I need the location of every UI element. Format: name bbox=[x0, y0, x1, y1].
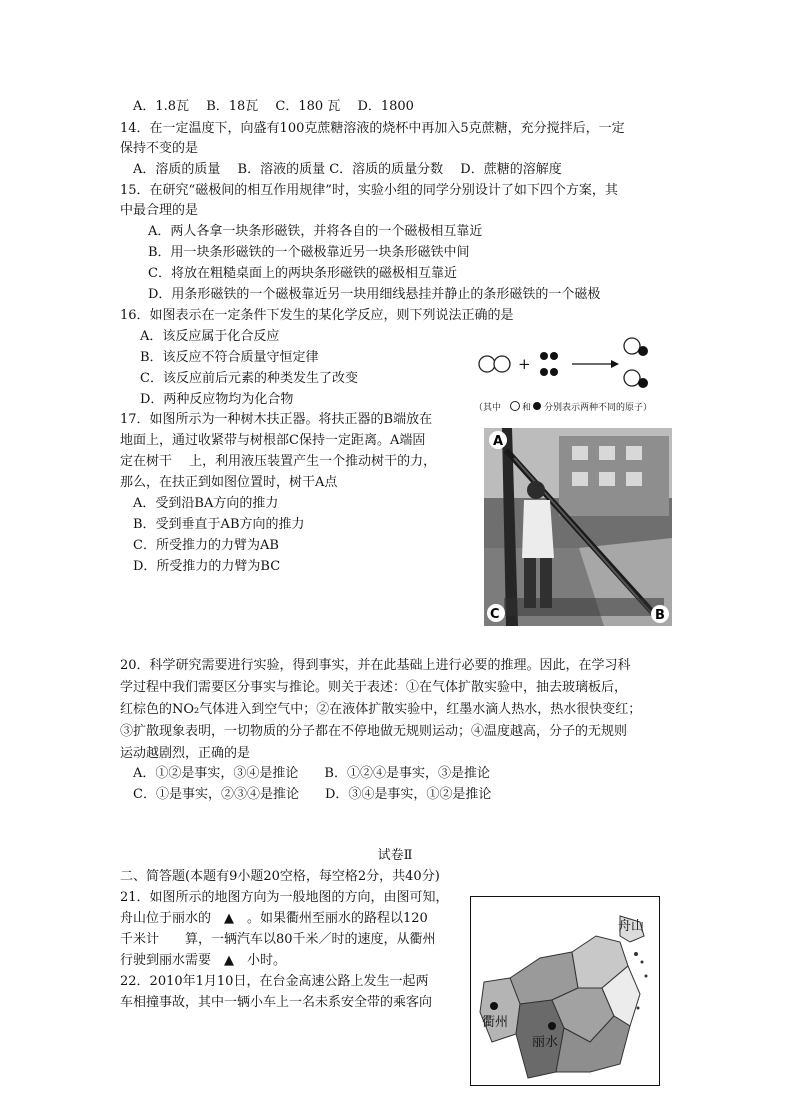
q20-line5: 运动越剧烈，正确的是 bbox=[120, 746, 251, 761]
q20-options-ab: A．①②是事实，③④是推论 B．①②④是事实，③是推论 bbox=[133, 766, 490, 781]
reactant-black-molecules bbox=[540, 352, 558, 376]
reaction-arrow bbox=[572, 360, 619, 368]
lishui-dot bbox=[548, 1022, 556, 1030]
q20-line2: 学过程中我们需要区分事实与推论。则关于表述：①在气体扩散实验中，抽去玻璃板后， bbox=[120, 680, 628, 695]
q15-option-c: C．将放在粗糙桌面上的两块条形磁铁的磁极相互靠近 bbox=[148, 266, 457, 281]
label-b: B bbox=[655, 608, 665, 623]
q22-line2: 车相撞事故，其中一辆小车上一名未系安全带的乘客向 bbox=[120, 995, 433, 1010]
q17-option-c: C．所受推力的力臂为AB bbox=[133, 538, 279, 553]
q14-options: A．溶质的质量 B．溶液的质量 C．溶质的质量分数 D．蔗糖的溶解度 bbox=[133, 162, 562, 177]
q21-line1: 21．如图所示的地图方向为一般地图的方向，由图可知， bbox=[120, 890, 449, 905]
q21-line4: 行驶到丽水需要 ▲ 小时。 bbox=[120, 953, 286, 968]
tree-straightener-photo bbox=[484, 428, 672, 626]
reactant-white-molecule bbox=[479, 356, 510, 372]
q14-stem-line2: 保持不变的是 bbox=[120, 141, 199, 156]
q17-stem-line2: 地面上，通过收紧带与树根部C保持一定距离。A端固 bbox=[120, 433, 426, 448]
q17-option-d: D．所受推力的力臂为BC bbox=[133, 559, 281, 574]
q21-line3: 千米计 算，一辆汽车以80千米／时的速度，从衢州 bbox=[120, 932, 436, 947]
paper-ii-title: 试卷Ⅱ bbox=[377, 848, 413, 863]
reaction-diagram bbox=[474, 334, 674, 418]
q15-option-b: B．用一块条形磁铁的一个磁极靠近另一块条形磁铁中间 bbox=[148, 245, 470, 260]
q16-stem: 16．如图表示在一定条件下发生的某化学反应，则下列说法正确的是 bbox=[120, 308, 514, 323]
q20-line3: 红棕色的NO₂气体进入到空气中；②在液体扩散实验中，红墨水滴人热水，热水很快变红； bbox=[120, 702, 642, 717]
q17-option-a: A．受到沿BA方向的推力 bbox=[133, 496, 279, 511]
black-atom-icon bbox=[533, 402, 541, 410]
label-lishui: 丽水 bbox=[532, 1035, 559, 1050]
label-zhoushan: 舟山 bbox=[618, 919, 645, 934]
q16-option-a: A．该反应属于化合反应 bbox=[140, 329, 280, 344]
q20-options-cd: C．①是事实，②③④是推论 D．③④是事实，①②是推论 bbox=[133, 787, 492, 802]
label-a: A bbox=[493, 434, 504, 449]
q13-options: A．1.8瓦 B．18瓦 C．180 瓦 D．1800 bbox=[133, 99, 414, 114]
zhejiang-map bbox=[470, 896, 660, 1086]
figure-caption-suffix: 分别表示两种不同的原子） bbox=[544, 403, 653, 413]
q20-line4: ③扩散现象表明，一切物质的分子都在不停地做无规则运动；④温度越高，分子的无规则 bbox=[120, 724, 628, 739]
q16-option-c: C．该反应前后元素的种类发生了改变 bbox=[140, 371, 358, 386]
q15-option-a: A．两人各拿一块条形磁铁，并将各自的一个磁极相互靠近 bbox=[148, 224, 483, 239]
q17-option-b: B．受到垂直于AB方向的推力 bbox=[133, 517, 305, 532]
figure-caption-prefix: （其中 bbox=[474, 403, 502, 413]
q17-stem-line4: 那么，在扶正到如图位置时，树干A点 bbox=[120, 475, 338, 490]
q17-stem-line3: 定在树干 上，利用液压装置产生一个推动树干的力， bbox=[120, 454, 437, 469]
q17-stem-line1: 17．如图所示为一种树木扶正器。将扶正器的B端放在 bbox=[120, 412, 433, 427]
q14-stem-line1: 14．在一定温度下，向盛有100克蔗糖溶液的烧杯中再加入5克蔗糖，充分搅拌后，一定 bbox=[120, 121, 625, 136]
q15-option-d: D．用条形磁铁的一个磁极靠近另一块用细线悬挂并静止的条形磁铁的一个磁极 bbox=[148, 287, 601, 302]
label-c: C bbox=[490, 607, 500, 622]
q21-line2: 舟山位于丽水的 ▲ 。如果衢州至丽水的路程以120 bbox=[120, 911, 428, 926]
q16-option-b: B．该反应不符合质量守恒定律 bbox=[140, 350, 319, 365]
figure-caption-and: 和 bbox=[522, 403, 532, 413]
label-quzhou: 衢州 bbox=[482, 1015, 509, 1030]
product-molecule-2 bbox=[624, 370, 648, 388]
white-atom-icon bbox=[511, 402, 520, 411]
plus-sign: + bbox=[518, 355, 531, 373]
q20-line1: 20．科学研究需要进行实验，得到事实，并在此基础上进行必要的推理。因此，在学习科 bbox=[120, 658, 631, 673]
q16-option-d: D．两种反应物均为化合物 bbox=[140, 392, 294, 407]
q15-stem-line2: 中最合理的是 bbox=[120, 203, 199, 218]
q22-line1: 22．2010年1月10日，在台金高速公路上发生一起两 bbox=[120, 974, 429, 989]
quzhou-dot bbox=[490, 1002, 498, 1010]
product-molecule-1 bbox=[624, 338, 648, 356]
q15-stem-line1: 15．在研究“磁极间的相互作用规律”时，实验小组的同学分别设计了如下四个方案，其 bbox=[120, 183, 618, 198]
section-two-heading: 二、简答题(本题有9小题20空格，每空格2分，共40分) bbox=[120, 869, 440, 884]
